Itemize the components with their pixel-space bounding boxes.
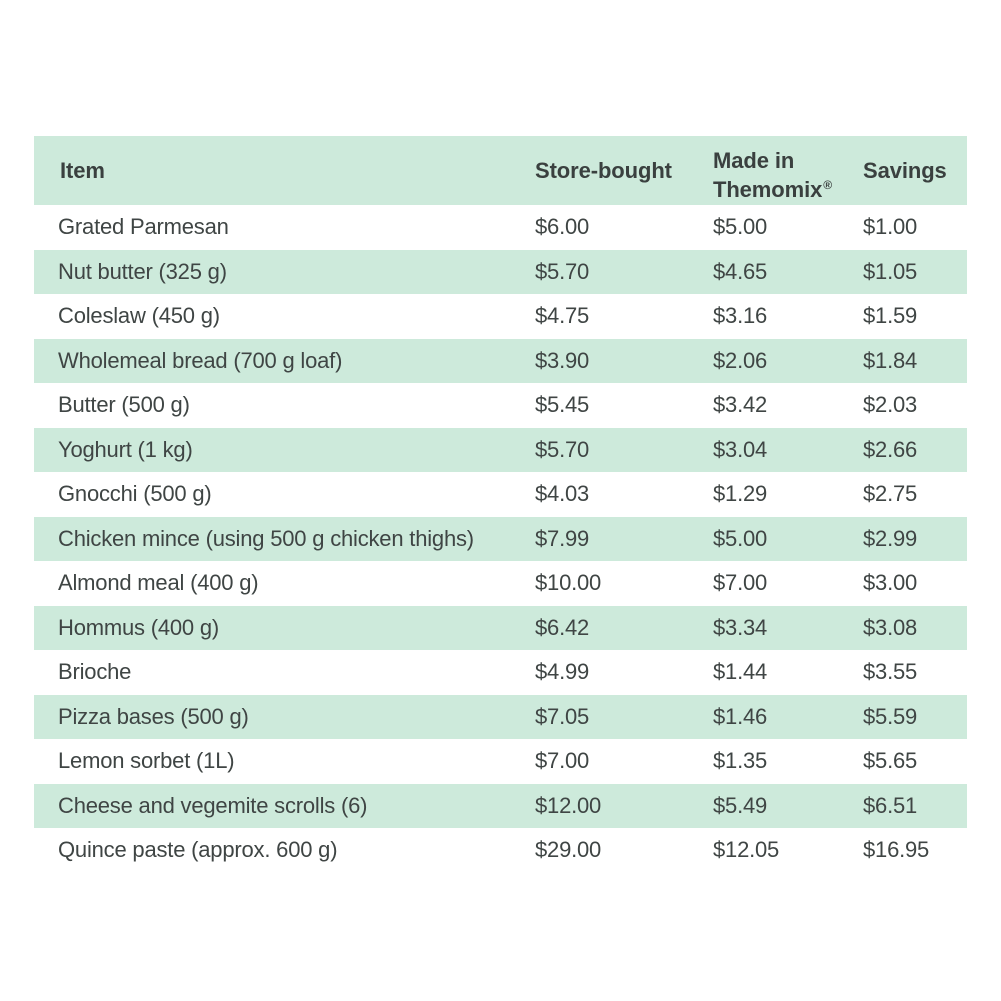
made-in-themomix-cell: $3.42 [713, 392, 768, 418]
item-cell: Brioche [58, 659, 132, 685]
header-made-in-themomix [713, 136, 832, 205]
savings-cell: $3.08 [863, 614, 918, 640]
store-bought-cell: $4.03 [535, 481, 590, 507]
table-row [34, 205, 967, 250]
table-body [34, 205, 967, 873]
savings-cell: $1.59 [863, 303, 918, 329]
store-bought-cell: $3.90 [535, 347, 590, 373]
savings-cell: $1.84 [863, 347, 918, 373]
made-in-themomix-cell: $4.65 [713, 258, 768, 284]
price-comparison-table [34, 136, 967, 873]
item-cell: Almond meal (400 g) [58, 570, 259, 596]
item-cell: Cheese and vegemite scrolls (6) [58, 792, 368, 818]
table-row [34, 339, 967, 384]
item-cell: Wholemeal bread (700 g loaf) [58, 347, 343, 373]
store-bought-cell: $10.00 [535, 570, 602, 596]
made-in-themomix-cell: $3.04 [713, 436, 768, 462]
store-bought-cell: $6.42 [535, 614, 590, 640]
store-bought-cell: $7.00 [535, 748, 590, 774]
table-row [34, 650, 967, 695]
store-bought-cell: $7.05 [535, 703, 590, 729]
table-row [34, 472, 967, 517]
header-made-line1: Made in [713, 147, 795, 173]
table-row [34, 828, 967, 873]
savings-cell: $16.95 [863, 837, 930, 863]
table-header [34, 136, 967, 205]
savings-cell: $3.55 [863, 659, 918, 685]
made-in-themomix-cell: $12.05 [713, 837, 780, 863]
store-bought-cell: $5.70 [535, 436, 590, 462]
item-cell: Coleslaw (450 g) [58, 303, 220, 329]
table-row [34, 739, 967, 784]
savings-cell: $5.65 [863, 748, 918, 774]
savings-cell: $2.03 [863, 392, 918, 418]
table-row [34, 250, 967, 295]
made-in-themomix-cell: $2.06 [713, 347, 768, 373]
item-cell: Chicken mince (using 500 g chicken thighs) [58, 525, 474, 551]
made-in-themomix-cell: $5.00 [713, 214, 768, 240]
made-in-themomix-cell: $3.16 [713, 303, 768, 329]
made-in-themomix-cell: $5.00 [713, 525, 768, 551]
savings-cell: $2.66 [863, 436, 918, 462]
item-cell: Grated Parmesan [58, 214, 229, 240]
header-store-bought: Store-bought [535, 157, 672, 183]
item-cell: Nut butter (325 g) [58, 258, 227, 284]
table-row [34, 517, 967, 562]
store-bought-cell: $4.75 [535, 303, 590, 329]
item-cell: Butter (500 g) [58, 392, 190, 418]
table-row [34, 561, 967, 606]
store-bought-cell: $12.00 [535, 792, 602, 818]
table-row [34, 428, 967, 473]
store-bought-cell: $4.99 [535, 659, 590, 685]
table-row [34, 294, 967, 339]
savings-cell: $3.00 [863, 570, 918, 596]
store-bought-cell: $5.70 [535, 258, 590, 284]
item-cell: Hommus (400 g) [58, 614, 220, 640]
table-row [34, 784, 967, 829]
table-row [34, 383, 967, 428]
made-in-themomix-cell: $1.46 [713, 703, 768, 729]
savings-cell: $1.05 [863, 258, 918, 284]
item-cell: Lemon sorbet (1L) [58, 748, 235, 774]
item-cell: Pizza bases (500 g) [58, 703, 249, 729]
item-cell: Gnocchi (500 g) [58, 481, 212, 507]
made-in-themomix-cell: $5.49 [713, 792, 768, 818]
savings-cell: $2.75 [863, 481, 918, 507]
store-bought-cell: $7.99 [535, 525, 590, 551]
header-savings: Savings [863, 157, 947, 183]
savings-cell: $5.59 [863, 703, 918, 729]
savings-cell: $1.00 [863, 214, 918, 240]
made-in-themomix-cell: $7.00 [713, 570, 768, 596]
item-cell: Yoghurt (1 kg) [58, 436, 193, 462]
header-made-line2: Themomix [713, 176, 823, 202]
registered-mark: ® [823, 177, 832, 192]
made-in-themomix-cell: $1.44 [713, 659, 768, 685]
header-item: Item [60, 157, 105, 183]
store-bought-cell: $29.00 [535, 837, 602, 863]
store-bought-cell: $6.00 [535, 214, 590, 240]
made-in-themomix-cell: $1.29 [713, 481, 768, 507]
made-in-themomix-cell: $1.35 [713, 748, 768, 774]
table-row [34, 606, 967, 651]
made-in-themomix-cell: $3.34 [713, 614, 768, 640]
store-bought-cell: $5.45 [535, 392, 590, 418]
savings-cell: $6.51 [863, 792, 918, 818]
item-cell: Quince paste (approx. 600 g) [58, 837, 338, 863]
savings-cell: $2.99 [863, 525, 918, 551]
table-row [34, 695, 967, 740]
